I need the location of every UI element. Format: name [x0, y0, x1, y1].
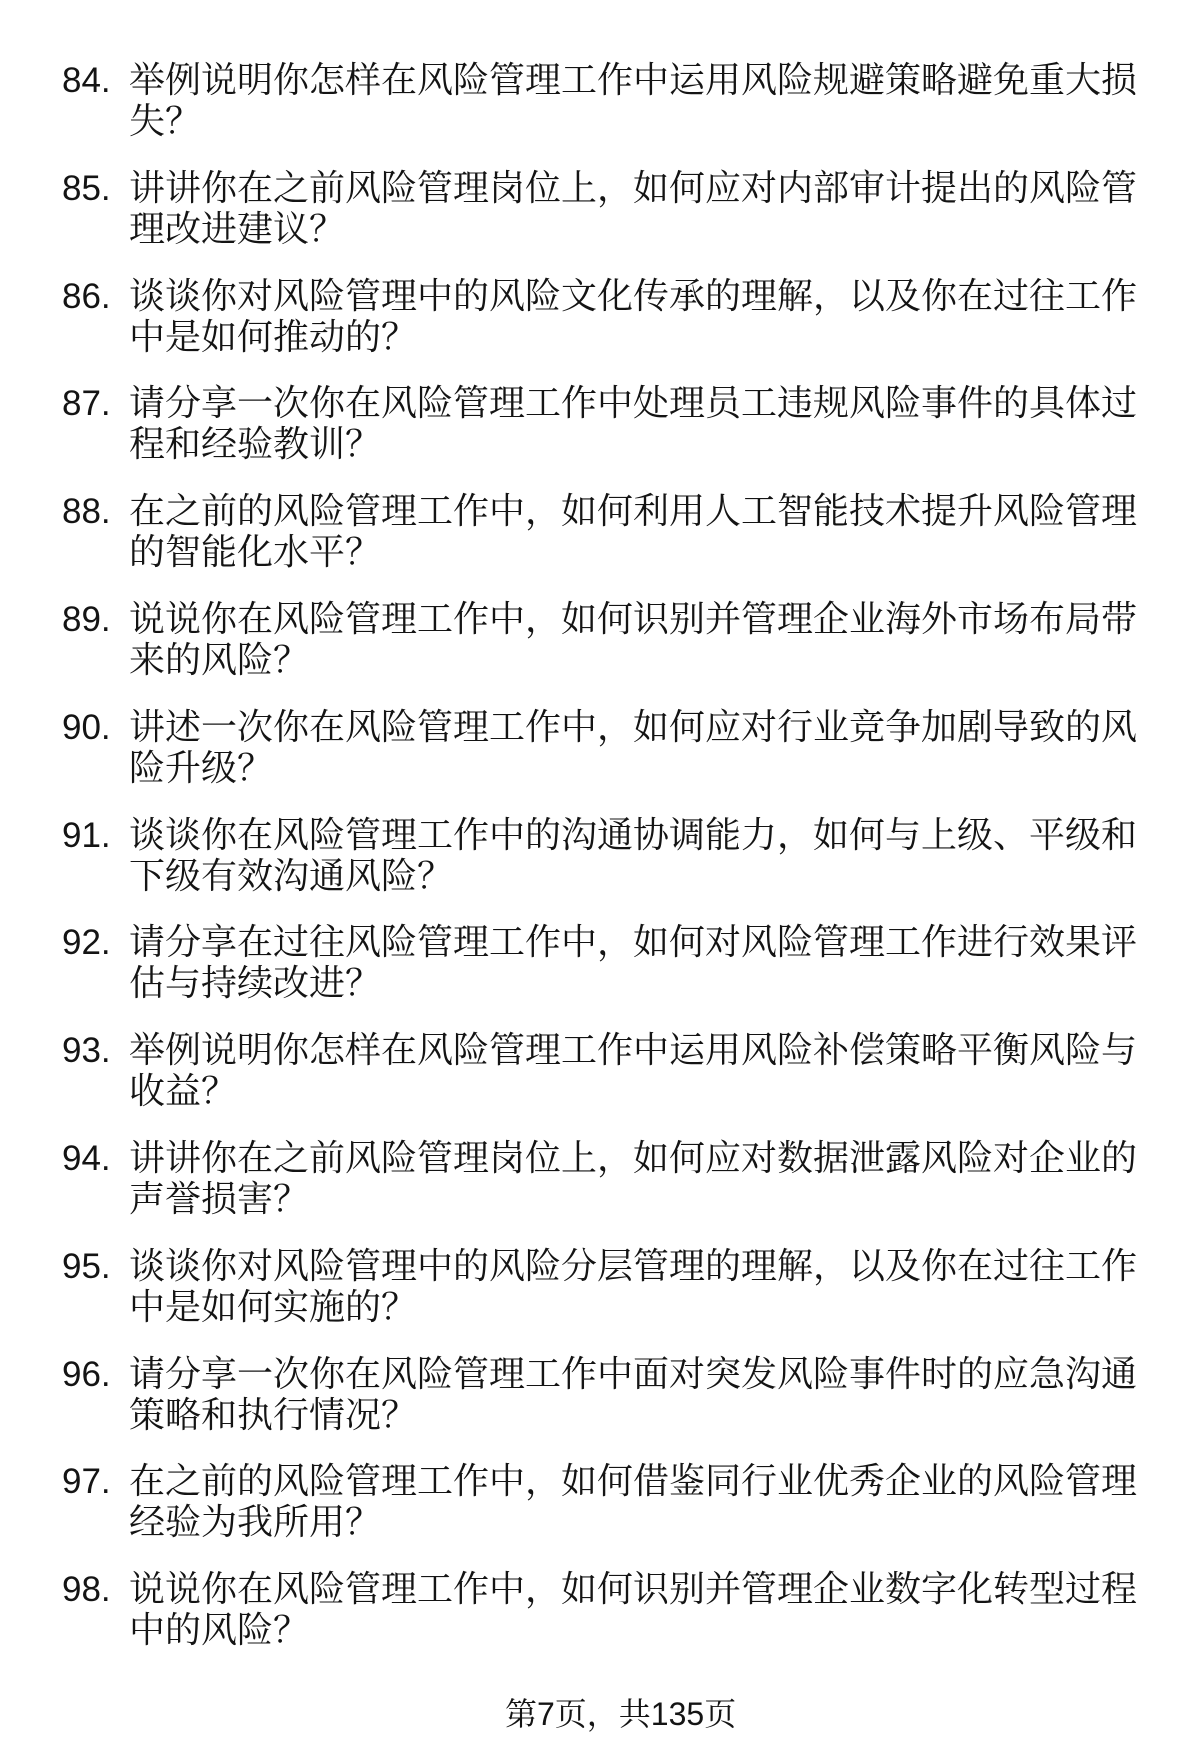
- question-item: [62, 1461, 1152, 1543]
- question-number: 96.: [62, 1354, 111, 1394]
- question-number: 95.: [62, 1246, 111, 1286]
- question-number: 84.: [62, 61, 111, 100]
- question-number: 98.: [62, 1570, 111, 1610]
- question-item: [62, 60, 1152, 142]
- question-text: 讲讲你在之前风险管理岗位上，如何应对内部审计提出的风险管理改进建议？: [129, 167, 1138, 250]
- question-item: [62, 922, 1152, 1004]
- question-text: 举例说明你怎样在风险管理工作中运用风险规避策略避免重大损失？: [129, 60, 1138, 142]
- question-item: [62, 491, 1152, 573]
- question-number: 88.: [62, 492, 111, 532]
- question-text: 讲述一次你在风险管理工作中，如何应对行业竞争加剧导致的风险升级？: [129, 706, 1138, 789]
- question-number: 97.: [62, 1462, 111, 1502]
- question-item: [62, 1246, 1152, 1328]
- question-text: 说说你在风险管理工作中，如何识别并管理企业海外市场布局带来的风险？: [129, 598, 1138, 681]
- question-list: [62, 60, 1152, 1677]
- question-item: [62, 1354, 1152, 1436]
- question-number: 89.: [62, 599, 111, 639]
- question-number: 86.: [62, 276, 111, 316]
- page-footer: 第7页，共135页: [505, 1696, 737, 1732]
- question-number: 92.: [62, 923, 111, 963]
- question-item: [62, 1138, 1152, 1220]
- question-number: 85.: [62, 168, 111, 208]
- question-item: [62, 815, 1152, 897]
- question-text: 谈谈你对风险管理中的风险文化传承的理解，以及你在过往工作中是如何推动的？: [129, 275, 1138, 358]
- question-item: [62, 1569, 1152, 1651]
- question-text: 说说你在风险管理工作中，如何识别并管理企业数字化转型过程中的风险？: [129, 1569, 1138, 1652]
- question-text: 举例说明你怎样在风险管理工作中运用风险补偿策略平衡风险与收益？: [129, 1030, 1138, 1113]
- question-item: [62, 276, 1152, 358]
- question-text: 谈谈你对风险管理中的风险分层管理的理解，以及你在过往工作中是如何实施的？: [129, 1245, 1138, 1328]
- question-number: 90.: [62, 707, 111, 747]
- question-text: 在之前的风险管理工作中，如何借鉴同行业优秀企业的风险管理经验为我所用？: [129, 1461, 1138, 1544]
- question-text: 请分享在过往风险管理工作中，如何对风险管理工作进行效果评估与持续改进？: [129, 922, 1138, 1005]
- question-item: [62, 168, 1152, 250]
- question-text: 请分享一次你在风险管理工作中处理员工违规风险事件的具体过程和经验教训？: [129, 383, 1138, 466]
- question-text: 在之前的风险管理工作中，如何利用人工智能技术提升风险管理的智能化水平？: [129, 491, 1138, 574]
- question-item: [62, 383, 1152, 465]
- question-number: 93.: [62, 1031, 111, 1071]
- question-number: 91.: [62, 815, 111, 855]
- question-number: 94.: [62, 1138, 111, 1178]
- question-item: [62, 1030, 1152, 1112]
- question-number: 87.: [62, 384, 111, 424]
- question-text: 谈谈你在风险管理工作中的沟通协调能力，如何与上级、平级和下级有效沟通风险？: [129, 814, 1138, 897]
- question-text: 讲讲你在之前风险管理岗位上，如何应对数据泄露风险对企业的声誉损害？: [129, 1137, 1138, 1220]
- question-text: 请分享一次你在风险管理工作中面对突发风险事件时的应急沟通策略和执行情况？: [129, 1353, 1138, 1436]
- question-item: [62, 707, 1152, 789]
- question-item: [62, 599, 1152, 681]
